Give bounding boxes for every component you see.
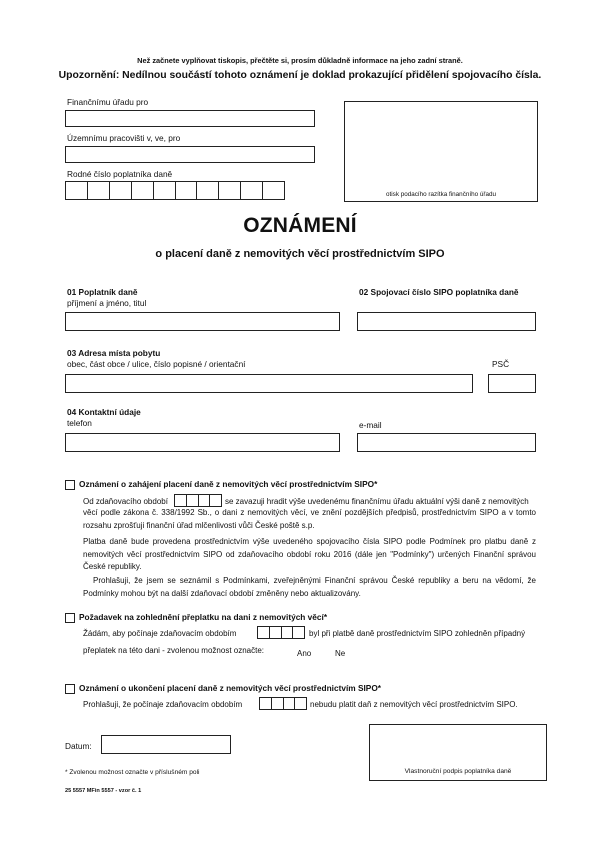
- sipo-number-field[interactable]: [357, 312, 536, 331]
- address-field[interactable]: [65, 374, 473, 393]
- form-code: 25 5557 MFin 5557 - vzor č. 1: [65, 788, 142, 794]
- overpay-yes-label: Ano: [297, 649, 312, 658]
- overpay-period-field[interactable]: [257, 626, 305, 639]
- overpay-line1-prefix: Žádám, aby počínaje zdaňovacím obdobím: [83, 629, 237, 638]
- instructions-notice: Než začnete vyplňovat tiskopis, přečtěte si, prosím důkladně informace na jeho zadní straně.: [137, 56, 463, 65]
- date-label: Datum:: [65, 741, 92, 751]
- end-line-suffix: nebudu platit daň z nemovitých věcí prostřednictvím SIPO.: [310, 700, 518, 709]
- end-line-prefix: Prohlašuji, že počínaje zdaňovacím obdobím: [83, 700, 243, 709]
- start-block-heading: Oznámení o zahájení placení daně z nemovitých věcí prostřednictvím SIPO*: [79, 479, 378, 489]
- signature-caption: Vlastnoruční podpis poplatníka daně: [404, 768, 512, 775]
- start-payment-checkbox[interactable]: [65, 480, 75, 490]
- section-01-heading: 01 Poplatník daně: [67, 287, 138, 297]
- start-period-prefix: Od zdaňovacího období: [83, 497, 168, 506]
- email-label: e-mail: [359, 420, 382, 430]
- psc-field[interactable]: [488, 374, 536, 393]
- signature-box[interactable]: [369, 724, 547, 781]
- end-payment-checkbox[interactable]: [65, 684, 75, 694]
- section-03-sublabel: obec, část obce / ulice, číslo popisné / orientační: [67, 359, 246, 369]
- document-subtitle: o placení daně z nemovitých věcí prostřednictvím SIPO: [155, 248, 445, 260]
- section-04-heading: 04 Kontaktní údaje: [67, 407, 141, 417]
- territorial-office-field[interactable]: [65, 146, 315, 163]
- document-title: OZNÁMENÍ: [243, 214, 357, 237]
- start-legal-text: věcí podle zákona č. 338/1992 Sb., o dani z nemovitých věcí, ve znění pozdějších předpisů, prostřednictvím SIPO a v tomto rozsahu zprošťuji finanční úřad mlčenlivosti vůči České poště s.p.: [83, 508, 536, 530]
- section-01-sublabel: příjmení a jméno, titul: [67, 298, 147, 308]
- stamp-caption: otisk podacího razítka finančního úřadu: [386, 191, 496, 198]
- office-stamp-box: [344, 101, 538, 202]
- tax-office-label: Finančnímu úřadu pro: [67, 97, 149, 107]
- start-conditions-text: Platba daně bude provedena prostřednictvím výše uvedeného spojovacího čísla SIPO podle Podmínek pro platbu daně z nemovitých věcí prostřednictvím SIPO od zdaňovacího období roku 2016 (dále jen "Podmínky") určených Finanční správou České republiky.: [83, 537, 536, 572]
- taxpayer-name-field[interactable]: [65, 312, 340, 331]
- attachment-warning: Upozornění: Nedílnou součástí tohoto oznámení je doklad prokazující přidělení spojovacího čísla.: [58, 70, 542, 81]
- overpay-no-label: Ne: [335, 649, 346, 658]
- footnote: * Zvolenou možnost označte v příslušném poli: [65, 769, 200, 776]
- overpay-line2: přeplatek na této dani - zvolenou možnost označte:: [83, 646, 264, 655]
- start-declaration-text: Prohlašuji, že jsem se seznámil s Podmínkami, zveřejněnými Finanční správou České republiky a beru na vědomí, že Podmínky mohou být na další zdaňovací období změněny nebo aktualizovány.: [83, 576, 536, 598]
- overpay-line1-suffix: byl při platbě daně prostřednictvím SIPO zohledněn případný: [309, 629, 526, 638]
- end-period-field[interactable]: [259, 697, 307, 710]
- birth-number-field[interactable]: [65, 181, 285, 200]
- section-03-heading: 03 Adresa místa pobytu: [67, 348, 161, 358]
- email-field[interactable]: [357, 433, 536, 452]
- date-field[interactable]: [101, 735, 231, 754]
- phone-field[interactable]: [65, 433, 340, 452]
- overpay-block-heading: Požadavek na zohlednění přeplatku na dani z nemovitých věcí*: [79, 612, 328, 622]
- tax-office-field[interactable]: [65, 110, 315, 127]
- birth-number-label: Rodné číslo poplatníka daně: [67, 169, 173, 179]
- end-block-heading: Oznámení o ukončení placení daně z nemovitých věcí prostřednictvím SIPO*: [79, 683, 381, 693]
- start-period-field[interactable]: [174, 494, 222, 507]
- territorial-office-label: Územnímu pracovišti v, ve, pro: [67, 133, 181, 143]
- phone-label: telefon: [67, 418, 92, 428]
- overpay-checkbox[interactable]: [65, 613, 75, 623]
- section-02-heading: 02 Spojovací číslo SIPO poplatníka daně: [359, 287, 519, 297]
- psc-label: PSČ: [492, 359, 510, 369]
- start-period-suffix: se zavazuji hradit výše uvedenému finančnímu úřadu aktuální výši daně z nemovitých: [225, 497, 529, 506]
